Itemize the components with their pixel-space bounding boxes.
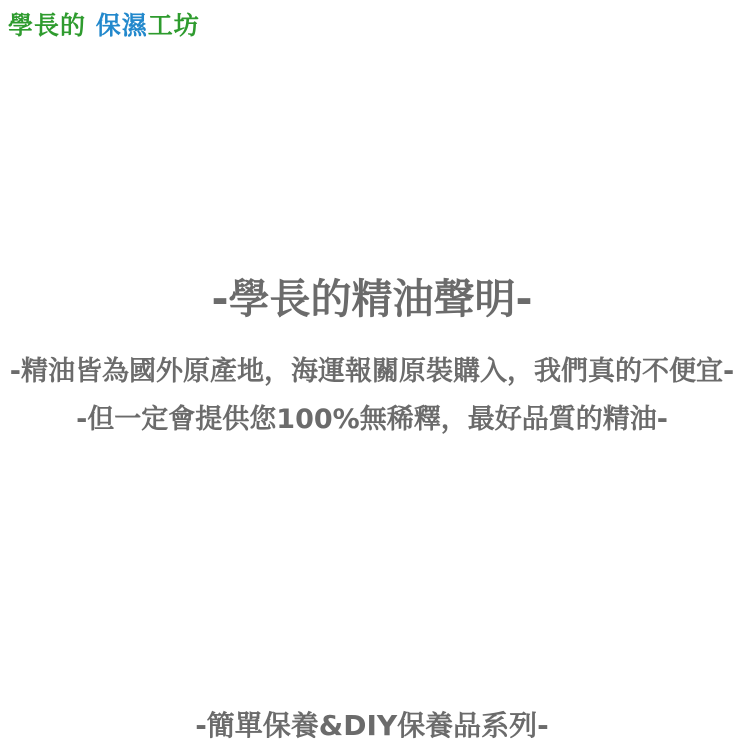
statement-line-2: -但一定會提供您100%無稀釋，最好品質的精油- — [76, 404, 668, 435]
brand-name-part2: 保濕 — [95, 11, 148, 40]
brand-logo — [8, 6, 200, 42]
series-footer: -簡單保養&DIY保養品系列- — [195, 709, 549, 742]
statement-title: -學長的精油聲明- — [211, 275, 533, 323]
statement-line-1: -精油皆為國外原產地，海運報關原裝購入，我們真的不便宜- — [9, 356, 735, 387]
brand-name-part1: 學長的 — [8, 11, 96, 40]
brand-name-part3: 工坊 — [147, 11, 200, 40]
